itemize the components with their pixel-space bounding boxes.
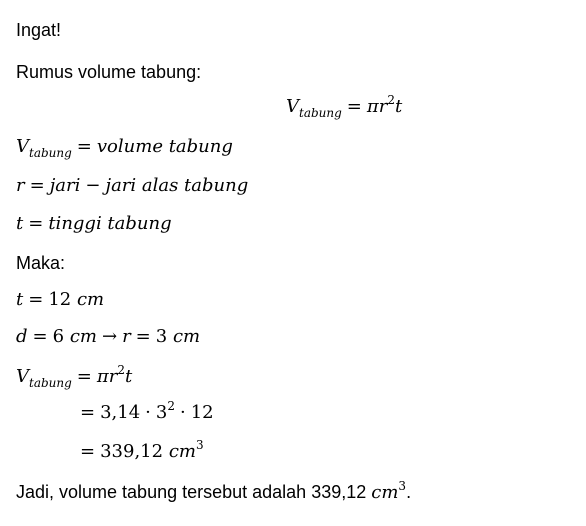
subscript-tabung: tabung [29,146,72,160]
symbol-t: t [394,96,403,117]
symbol-r: r [378,96,388,117]
exponent-2: 2 [117,363,125,377]
formula-label: Rumus volume tabung: [16,62,202,82]
definition-v [16,135,233,160]
symbol-t: t [16,213,24,234]
symbol-pi: π [366,96,379,117]
t-value: 12 [48,289,72,310]
equals-sign: = [346,96,362,117]
dot-operator: · [145,402,151,423]
conclusion-period: . [406,482,412,502]
symbol-r: r [122,326,131,347]
definition-r-text-2: jari alas tabung [105,175,249,196]
symbol-v: V [16,136,29,157]
unit-cm: cm [76,289,105,310]
definition-v-text: volume tabung [96,136,233,157]
symbol-r: r [16,175,25,196]
symbol-t: t [124,366,133,387]
arrow-icon: → [101,326,118,347]
equals-sign: = [80,441,96,462]
steps-label: Maka: [16,253,66,273]
base-three: 3 [155,402,168,423]
dot-operator: · [180,402,186,423]
given-d-r [16,325,200,349]
substitution-step [80,401,214,426]
symbol-pi: π [96,366,109,387]
symbol-v: V [16,366,29,387]
subscript-tabung: tabung [299,106,342,120]
conclusion-exponent: 3 [398,479,407,493]
subscript-tabung: tabung [29,376,72,390]
symbol-v: V [286,96,299,117]
conclusion-text: Jadi, volume tabung tersebut adalah 339,12 [16,482,372,502]
unit-cm: cm [172,326,201,347]
minus-sign: − [85,175,101,196]
equals-sign: = [76,136,92,157]
equals-sign: = [76,366,92,387]
height-twelve: 12 [190,402,214,423]
exponent-3: 3 [195,438,204,452]
heading-remember: Ingat! [16,20,62,40]
given-t [16,288,104,312]
equals-sign: = [28,213,44,234]
equals-sign: = [29,175,45,196]
equals-sign: = [80,402,96,423]
conclusion [16,480,411,506]
result-value: 339,12 [100,441,164,462]
definition-t-text: tinggi tabung [48,213,172,234]
pi-value: 3,14 [100,402,141,423]
unit-cm: cm [168,441,196,462]
exponent-2: 2 [167,399,175,413]
conclusion-unit: cm [371,482,399,503]
d-value: 6 [52,326,65,347]
symbol-r: r [108,366,118,387]
result-step [80,440,204,465]
equals-sign: = [32,326,48,347]
formula-step [16,365,132,390]
r-value: 3 [155,326,168,347]
definition-r [16,174,248,198]
unit-cm: cm [69,326,97,347]
equals-sign: = [135,326,151,347]
definition-r-text-1: jari [49,175,81,196]
exponent-2: 2 [387,93,395,107]
symbol-d: d [16,326,28,347]
equals-sign: = [28,289,44,310]
formula-main [286,95,402,120]
symbol-t: t [16,289,24,310]
definition-t [16,212,172,236]
